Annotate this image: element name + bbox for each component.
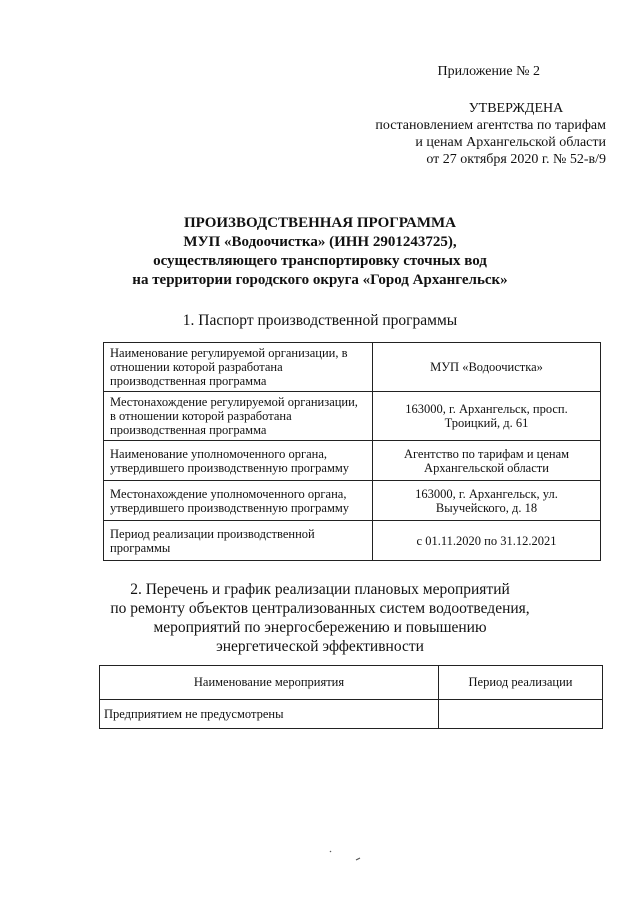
passport-value: с 01.11.2020 по 31.12.2021: [373, 521, 601, 561]
approved-line: и ценам Архангельской области: [415, 135, 606, 150]
section2-heading-line: по ремонту объектов централизованных систем водоотведения,: [110, 600, 530, 617]
measure-name: Предприятием не предусмотрены: [100, 700, 439, 729]
column-header-name: Наименование мероприятия: [100, 666, 439, 700]
scan-dot: [330, 851, 331, 852]
passport-value: МУП «Водоочистка»: [373, 343, 601, 392]
appendix-label: Приложение № 2: [437, 64, 540, 79]
approval-block: [356, 100, 606, 168]
measure-period: [439, 700, 603, 729]
passport-label: Период реализации производственной программы: [104, 521, 373, 561]
table-row: [100, 700, 603, 729]
title-line: МУП «Водоочистка» (ИНН 2901243725),: [183, 234, 457, 250]
passport-label: Наименование уполномоченного органа, утвердившего производственную программу: [104, 441, 373, 481]
table-row: [104, 343, 601, 392]
scan-dot: [356, 858, 360, 860]
document-title: [0, 214, 640, 290]
title-line: осуществляющего транспортировку сточных вод: [153, 253, 487, 269]
approved-line: от 27 октября 2020 г. № 52-в/9: [426, 152, 606, 167]
title-line: на территории городского округа «Город Архангельск»: [132, 272, 508, 288]
table-row: [104, 481, 601, 521]
section2-heading-line: энергетической эффективности: [216, 638, 424, 655]
section2-heading-line: мероприятий по энергосбережению и повышению: [153, 619, 487, 636]
measures-table: [99, 665, 603, 729]
section2-heading-line: 2. Перечень и график реализации плановых мероприятий: [130, 581, 510, 598]
passport-value: Агентство по тарифам и ценам Архангельской области: [373, 441, 601, 481]
passport-value: 163000, г. Архангельск, просп. Троицкий, д. 61: [373, 392, 601, 441]
passport-value: 163000, г. Архангельск, ул. Выучейского, д. 18: [373, 481, 601, 521]
section2-heading: [0, 580, 640, 656]
table-row: [104, 441, 601, 481]
section1-heading: 1. Паспорт производственной программы: [182, 312, 458, 329]
approved-title: УТВЕРЖДЕНА: [468, 101, 564, 116]
passport-label: Наименование регулируемой организации, в отношении которой разработана производственная программа: [104, 343, 373, 392]
table-header-row: [100, 666, 603, 700]
passport-table: [103, 342, 601, 561]
table-row: [104, 521, 601, 561]
column-header-period: Период реализации: [439, 666, 603, 700]
passport-label: Местонахождение регулируемой организации, в отношении которой разработана производственная программа: [104, 392, 373, 441]
scan-marks: [318, 846, 368, 866]
title-line: ПРОИЗВОДСТВЕННАЯ ПРОГРАММА: [183, 215, 456, 231]
approved-line: постановлением агентства по тарифам: [375, 118, 606, 133]
table-row: [104, 392, 601, 441]
passport-label: Местонахождение уполномоченного органа, утвердившего производственную программу: [104, 481, 373, 521]
